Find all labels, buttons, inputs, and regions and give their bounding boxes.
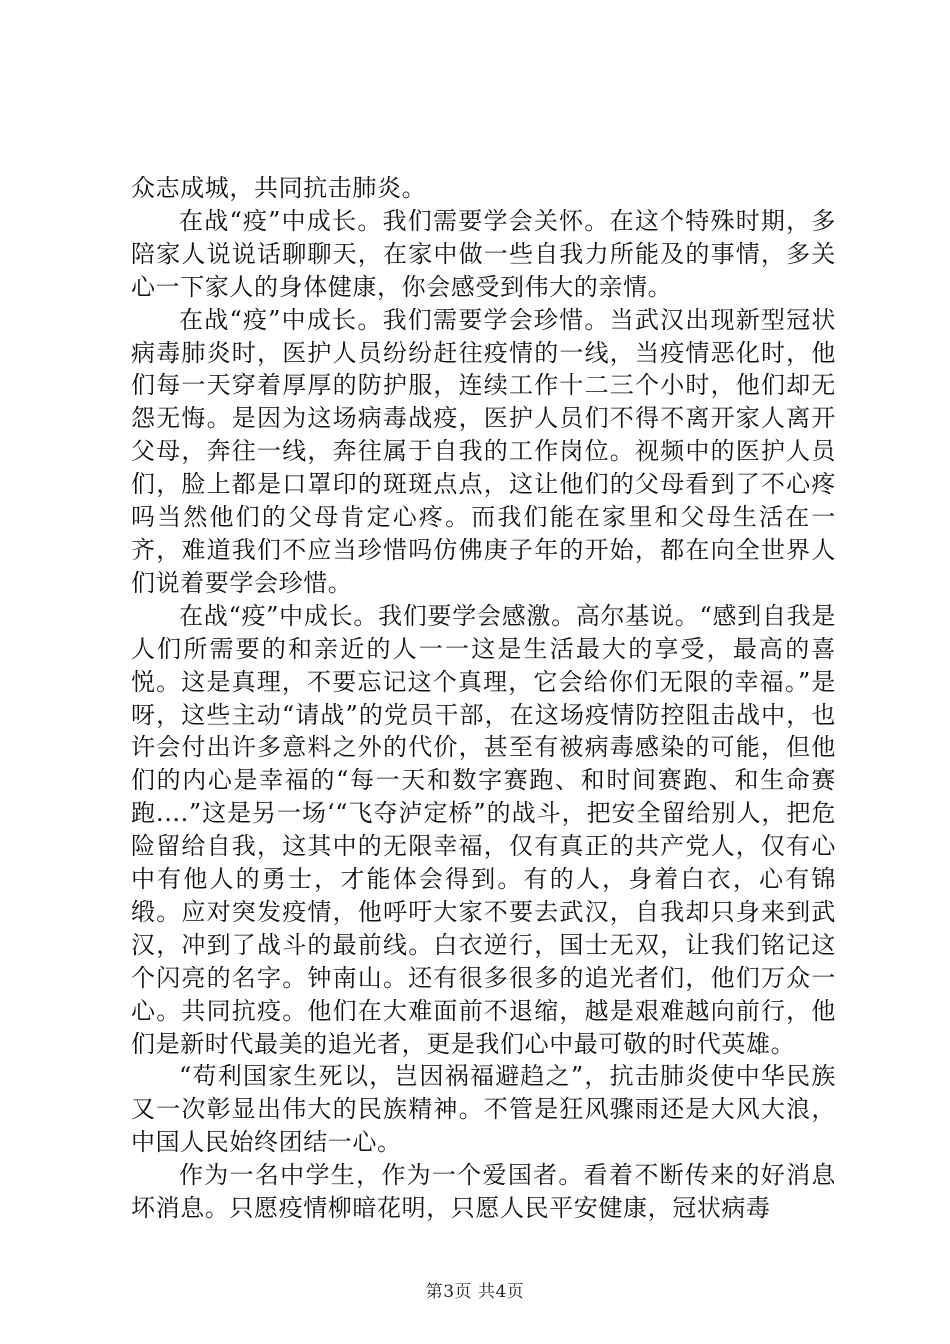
paragraph-4: 在战“疫”中成长。我们要学会感激。高尔基说。“感到自我是人们所需要的和亲近的人一一这是生活最大的享受，最高的喜悦。这是真理，不要忘记这个真理，它会给你们无限的幸福。”是呀，这些主动“请战”的党员干部，在这场疫情防控阻击战中，也许会付出许多意料之外的代价，甚至有被病毒感染的可能，但他们的内心是幸福的“每一天和数字赛跑、和时间赛跑、和生命赛跑....”这是另一场‘“飞夺泸定桥”的战斗，把安全留给别人，把危险留给自我，这其中的无限幸福，仅有真正的共产党人，仅有心中有他人的勇士，才能体会得到。有的人，身着白衣，心有锦缎。应对突发疫情，他呼吁大家不要去武汉，自我却只身来到武汉，冲到了战斗的最前线。白衣逆行，国士无双，让我们铭记这个闪亮的名字。钟南山。还有很多很多的追光者们，他们万众一心。共同抗疫。他们在大难面前不退缩，越是艰难越向前行，他们是新时代最美的追光者，更是我们心中最可敬的时代英雄。 (131, 601, 836, 1058)
body-text (131, 172, 836, 1225)
paragraph-5: “苟利国家生死以，岂因祸福避趋之”，抗击肺炎使中华民族又一次彰显出伟大的民族精神。不管是狂风骤雨还是大风大浪，中国人民始终团结一心。 (131, 1062, 836, 1157)
paragraph-2: 在战“疫”中成长。我们需要学会关怀。在这个特殊时期，多陪家人说说话聊聊天，在家中做一些自我力所能及的事情，多关心一下家人的身体健康，你会感受到伟大的亲情。 (131, 206, 836, 301)
paragraph-3: 在战“疫”中成长。我们需要学会珍惜。当武汉出现新型冠状病毒肺炎时，医护人员纷纷赶往疫情的一线，当疫情恶化时，他们每一天穿着厚厚的防护服，连续工作十二三个小时，他们却无怨无悔。是因为这场病毒战疫，医护人员们不得不离开家人离开父母，奔往一线，奔往属于自我的工作岗位。视频中的医护人员们，脸上都是口罩印的斑斑点点，这让他们的父母看到了不心疼吗当然他们的父母肯定心疼。而我们能在家里和父母生活在一齐，难道我们不应当珍惜吗仿佛庚子年的开始，都在向全世界人们说着要学会珍惜。 (131, 305, 836, 597)
paragraph-1: 众志成城，共同抗击肺炎。 (131, 174, 427, 202)
paragraph-6: 作为一名中学生，作为一个爱国者。看着不断传来的好消息坏消息。只愿疫情柳暗花明，只愿人民平安健康，冠状病毒 (131, 1161, 836, 1223)
page-footer: 第3页 共4页 (425, 1282, 525, 1302)
